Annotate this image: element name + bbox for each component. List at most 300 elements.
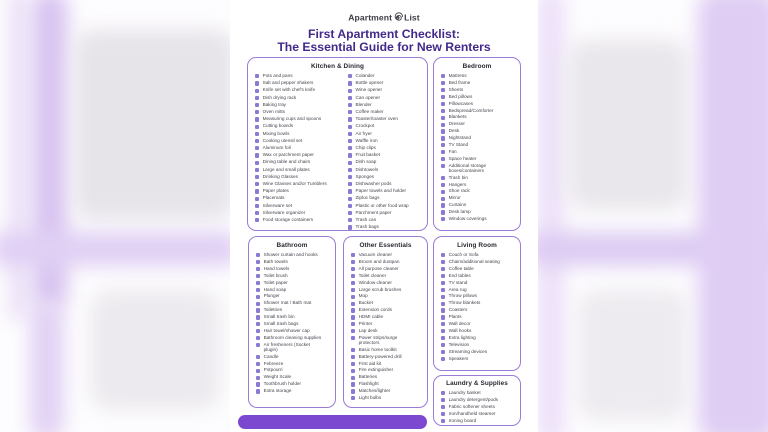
- checklist-item-label: Extension cords: [358, 307, 392, 313]
- checkbox-icon: [351, 369, 355, 373]
- checklist-item-label: Dish drying rack: [262, 94, 297, 100]
- checkbox-icon: [255, 110, 259, 114]
- checklist-item: [256, 362, 332, 367]
- checkbox-icon: [441, 183, 445, 187]
- checklist-item-label: Baking tray: [262, 101, 287, 107]
- checklist-column: [441, 391, 517, 426]
- checkbox-icon: [255, 161, 259, 165]
- checklist-item-label: Shoe rack: [448, 188, 470, 194]
- checklist-item-label: Bucket: [358, 300, 373, 306]
- checklist-item: [441, 129, 517, 134]
- checklist-item-label: Speakers: [448, 355, 469, 361]
- checklist-item-label: Nightstand: [448, 135, 471, 141]
- checklist-item-label: Flashlight: [358, 381, 379, 387]
- checklist-item: [441, 419, 517, 424]
- checklist-item-label: Mop: [358, 293, 368, 299]
- checklist-item: [441, 81, 517, 86]
- checkbox-icon: [255, 96, 259, 100]
- section-title: Living Room: [457, 242, 497, 249]
- checklist-item: [441, 115, 517, 120]
- checklist-item-label: Bottle opener: [355, 80, 384, 86]
- checklist-item: [255, 74, 348, 79]
- checklist-item-label: Light bulbs: [358, 395, 382, 401]
- checkbox-icon: [441, 164, 445, 168]
- checklist-item: [351, 288, 424, 293]
- checklist-item: [256, 336, 332, 341]
- checklist-item-label: Wine Glasses and/or Tumblers: [262, 181, 327, 187]
- checklist-item-label: Window cleaner: [358, 279, 392, 285]
- checkbox-icon: [351, 355, 355, 359]
- checkbox-icon: [441, 267, 445, 271]
- checkbox-icon: [441, 217, 445, 221]
- checkbox-icon: [351, 302, 355, 306]
- checkbox-icon: [348, 146, 352, 150]
- checklist-item: [441, 343, 517, 348]
- checklist-item: [348, 218, 424, 223]
- checklist-item-label: Streaming devices: [448, 348, 488, 354]
- checklist-item-label: Parchment paper: [355, 209, 392, 215]
- checklist-item-label: Coffee maker: [355, 109, 384, 115]
- checklist-item: [351, 274, 424, 279]
- checklist-item-label: All purpose cleaner: [358, 265, 399, 271]
- checklist-item: [351, 301, 424, 306]
- checkbox-icon: [256, 315, 260, 319]
- checklist-item: [441, 329, 517, 334]
- checklist-item-label: Toilet brush: [263, 272, 288, 278]
- checklist-item: [351, 336, 424, 346]
- checklist-item: [255, 88, 348, 93]
- checklist-item: [348, 196, 424, 201]
- checklist-item: [348, 110, 424, 115]
- checklist-item-label: Silverware organizer: [262, 209, 306, 215]
- checklist-item: [256, 368, 332, 373]
- blur-shape: [0, 232, 230, 266]
- checklist: [434, 249, 520, 364]
- checklist-item-label: Blender: [355, 101, 372, 107]
- checkbox-icon: [255, 125, 259, 129]
- checklist-item-label: Wall decor: [448, 321, 471, 327]
- checklist-item-label: Throw blankets: [448, 300, 481, 306]
- checklist-item: [256, 343, 332, 353]
- checkbox-icon: [441, 281, 445, 285]
- checkbox-icon: [348, 89, 352, 93]
- footer-bar: [238, 415, 427, 429]
- checklist-item-label: Chip clips: [355, 145, 376, 151]
- checklist-item-label: Ziploc bags: [355, 195, 380, 201]
- checklist-column: [441, 74, 517, 224]
- checklist-item: [441, 102, 517, 107]
- checklist-item: [441, 157, 517, 162]
- checkbox-icon: [441, 190, 445, 194]
- checklist-item: [348, 117, 424, 122]
- checklist-item: [256, 375, 332, 380]
- checklist-item-label: Batteries: [358, 374, 378, 380]
- checklist-item: [256, 329, 332, 334]
- checklist-item-label: Ironing board: [448, 417, 477, 423]
- checklist-item-label: Salt and pepper shakers: [262, 80, 314, 86]
- checkbox-icon: [441, 357, 445, 361]
- checklist-item-label: Paper plates: [262, 188, 289, 194]
- checklist-item: [351, 396, 424, 401]
- checklist-item-label: Toilet paper: [263, 279, 288, 285]
- section-kitchen-dining: [247, 57, 428, 231]
- checklist-item-label: Sponges: [355, 173, 375, 179]
- checklist-item-label: Large scrub brushes: [358, 286, 402, 292]
- checkbox-icon: [441, 419, 445, 423]
- checklist-item: [351, 362, 424, 367]
- checklist-item: [441, 322, 517, 327]
- checklist-item: [441, 405, 517, 410]
- checklist-item-label: Bedspread/Comforter: [448, 107, 494, 113]
- section-laundry-supplies: [433, 375, 521, 426]
- checkbox-icon: [348, 189, 352, 193]
- checkbox-icon: [441, 253, 445, 257]
- checklist-item-label: Plants: [448, 314, 462, 320]
- checklist-item-label: Hangers: [448, 181, 467, 187]
- checklist-item-label: Mixing bowls: [262, 130, 290, 136]
- checklist-item: [441, 308, 517, 313]
- checklist-item: [441, 281, 517, 286]
- checklist-item-label: Additional storage boxes/containers: [448, 162, 487, 173]
- checklist-item: [441, 315, 517, 320]
- checklist-item: [441, 109, 517, 114]
- checklist-item: [255, 96, 348, 101]
- checklist-item-label: Paper towels and holder: [355, 188, 407, 194]
- checkbox-icon: [441, 81, 445, 85]
- checklist-column: [351, 253, 424, 403]
- checkbox-icon: [441, 88, 445, 92]
- checkbox-icon: [348, 175, 352, 179]
- checklist-item: [441, 143, 517, 148]
- checklist-item-label: Toiletries: [263, 307, 283, 313]
- checkbox-icon: [255, 182, 259, 186]
- checklist-item: [351, 348, 424, 353]
- checklist-item-label: Fabric softener sheets: [448, 403, 495, 409]
- checkbox-icon: [256, 369, 260, 373]
- checklist-item-label: Curtains: [448, 202, 467, 208]
- checkbox-icon: [256, 274, 260, 278]
- checkbox-icon: [348, 117, 352, 121]
- checklist-item: [351, 329, 424, 334]
- checklist-item-label: Fire extinguisher: [358, 367, 394, 373]
- checklist-item-label: Hand soap: [263, 286, 287, 292]
- checkbox-icon: [256, 343, 260, 347]
- checklist-item: [255, 168, 348, 173]
- checkbox-icon: [256, 253, 260, 257]
- checklist-item-label: Febreeze: [263, 360, 284, 366]
- checklist-item: [441, 74, 517, 79]
- checklist-item-label: Bath towels: [263, 258, 288, 264]
- checklist-item-label: Dining table and chairs: [262, 159, 311, 165]
- checklist-item: [351, 375, 424, 380]
- section-title: Kitchen & Dining: [310, 63, 365, 70]
- checklist-item-label: Wax or parchment paper: [262, 152, 314, 158]
- checklist-item-label: Air fryer: [355, 130, 372, 136]
- checkbox-icon: [351, 260, 355, 264]
- checkbox-icon: [441, 308, 445, 312]
- checklist-item-label: Can opener: [355, 94, 381, 100]
- checklist-item: [256, 301, 332, 306]
- checkbox-icon: [351, 288, 355, 292]
- checklist-item-label: First aid kit: [358, 360, 382, 366]
- checklist-item: [351, 253, 424, 258]
- checklist-item-label: Couch or Sofa: [448, 252, 479, 257]
- checklist-item-label: Desk lamp: [448, 209, 471, 215]
- checklist-item-label: Television: [448, 341, 470, 347]
- section-living-room: [433, 236, 521, 371]
- checklist-item-label: Shower curtain and hooks: [263, 252, 318, 257]
- checkbox-icon: [351, 281, 355, 285]
- checklist-item: [348, 81, 424, 86]
- section-other-essentials: [343, 236, 428, 408]
- checklist-item-label: Plunger: [263, 293, 280, 299]
- checklist-item: [351, 294, 424, 299]
- checkbox-icon: [351, 267, 355, 271]
- checkbox-icon: [441, 176, 445, 180]
- checkbox-icon: [351, 348, 355, 352]
- checklist-item: [256, 274, 332, 279]
- checklist-item: [441, 288, 517, 293]
- checklist-item: [441, 274, 517, 279]
- checklist-item-label: Aluminum foil: [262, 145, 291, 151]
- checklist-item-label: Battery-powered drill: [358, 353, 402, 359]
- checkbox-icon: [256, 302, 260, 306]
- checkbox-icon: [255, 218, 259, 222]
- checklist-item: [255, 110, 348, 115]
- checklist: [434, 387, 520, 426]
- checkbox-icon: [441, 150, 445, 154]
- checklist-item-label: HDMI cable: [358, 314, 384, 320]
- checkbox-icon: [351, 362, 355, 366]
- checkbox-icon: [348, 81, 352, 85]
- checklist-item-label: Measuring cups and spoons: [262, 116, 322, 122]
- checklist-item-label: Printer: [358, 321, 373, 327]
- checklist-item-label: Large and small plates: [262, 166, 310, 172]
- checklist-column: [441, 253, 517, 364]
- checkbox-icon: [348, 204, 352, 208]
- checkbox-icon: [348, 161, 352, 165]
- checkbox-icon: [351, 376, 355, 380]
- checklist-item-label: TV stand: [448, 279, 468, 285]
- checklist-item: [441, 203, 517, 208]
- checklist-item-label: TV Stand: [448, 142, 469, 148]
- checklist-item-label: Laundry basket: [448, 390, 481, 395]
- checklist-item-label: Wine opener: [355, 87, 383, 93]
- blur-shape: [10, 0, 26, 320]
- checklist-column: [255, 74, 348, 231]
- checklist-item-label: Oven mitts: [262, 109, 285, 115]
- checkbox-icon: [441, 315, 445, 319]
- checklist-item-label: Weight Scale: [263, 374, 292, 380]
- checkbox-icon: [441, 143, 445, 147]
- checklist-item: [256, 267, 332, 272]
- checkbox-icon: [441, 405, 445, 409]
- checklist-item: [441, 301, 517, 306]
- checkbox-icon: [348, 211, 352, 215]
- checklist-item: [256, 382, 332, 387]
- checkbox-icon: [348, 132, 352, 136]
- checklist-item: [348, 153, 424, 158]
- checklist-item-label: Hand towels: [263, 265, 290, 271]
- checkbox-icon: [441, 322, 445, 326]
- checkbox-icon: [255, 204, 259, 208]
- checklist-item: [441, 217, 517, 222]
- checkbox-icon: [348, 225, 352, 229]
- checklist-item: [255, 132, 348, 137]
- checklist-item-label: Cooking utensil set: [262, 137, 303, 143]
- blurred-background-left: [0, 0, 230, 432]
- checklist-item: [441, 357, 517, 362]
- checklist-item-label: Extra storage: [263, 388, 292, 394]
- checklist-item: [256, 355, 332, 360]
- checkbox-icon: [348, 197, 352, 201]
- checklist-item-label: Crockpot: [355, 123, 375, 129]
- checkbox-icon: [351, 295, 355, 299]
- checklist: [249, 249, 335, 396]
- checkbox-icon: [441, 95, 445, 99]
- checklist-item: [351, 260, 424, 265]
- checklist-item-label: Dishwasher pods: [355, 181, 392, 187]
- checkbox-icon: [348, 153, 352, 157]
- checklist-item-label: Sheets: [448, 86, 464, 92]
- blur-shape: [538, 0, 564, 432]
- checklist-item: [441, 253, 517, 258]
- checkbox-icon: [256, 376, 260, 380]
- checklist-item: [255, 160, 348, 165]
- checkbox-icon: [351, 336, 355, 340]
- checklist-item-label: Blankets: [448, 114, 467, 120]
- checklist-item: [441, 260, 517, 265]
- checklist-item-label: Power strips/surge protectors: [358, 334, 398, 345]
- checkbox-icon: [255, 81, 259, 85]
- checkbox-icon: [441, 210, 445, 214]
- checklist-item-label: Lap desk: [358, 327, 378, 333]
- checklist-item-label: Small trash bags: [263, 321, 299, 327]
- checkbox-icon: [348, 96, 352, 100]
- checklist-item: [256, 260, 332, 265]
- checklist-item: [255, 218, 348, 223]
- checklist-item: [351, 368, 424, 373]
- checkbox-icon: [255, 103, 259, 107]
- checklist-item: [441, 164, 517, 174]
- checklist-item: [348, 88, 424, 93]
- checkbox-icon: [441, 74, 445, 78]
- checklist-item: [255, 204, 348, 209]
- section-bedroom: [433, 57, 521, 231]
- checkbox-icon: [351, 389, 355, 393]
- checkbox-icon: [441, 260, 445, 264]
- section-title: Bedroom: [462, 63, 492, 70]
- checkbox-icon: [256, 389, 260, 393]
- checklist-item: [441, 196, 517, 201]
- checklist-item: [441, 294, 517, 299]
- checkbox-icon: [348, 218, 352, 222]
- checkbox-icon: [348, 182, 352, 186]
- checklist-item: [348, 160, 424, 165]
- checklist-item-label: Bathroom cleaning supplies: [263, 334, 322, 340]
- checklist-item: [256, 389, 332, 394]
- checklist-item: [348, 189, 424, 194]
- checklist-item-label: Bed pillows: [448, 93, 473, 99]
- checklist-item: [256, 281, 332, 286]
- checklist-item: [256, 288, 332, 293]
- checklist-item-label: Food storage containers: [262, 217, 314, 223]
- blur-shape: [74, 30, 230, 220]
- page-title: [230, 28, 538, 54]
- checkbox-icon: [255, 139, 259, 143]
- checklist-item: [351, 322, 424, 327]
- checkbox-icon: [256, 382, 260, 386]
- checkbox-icon: [255, 211, 259, 215]
- checklist-item: [348, 211, 424, 216]
- checklist-item-label: Mattress: [448, 73, 467, 78]
- checkbox-icon: [351, 315, 355, 319]
- checklist-item-label: Toothbrush holder: [263, 381, 302, 387]
- checkbox-icon: [255, 189, 259, 193]
- checklist-item-label: Drinking Glasses: [262, 173, 299, 179]
- brand-logo: [230, 12, 538, 24]
- blurred-background-right: [538, 0, 768, 432]
- checklist-item: [255, 81, 348, 86]
- checklist-item-label: Coasters: [448, 307, 468, 313]
- checklist-item: [348, 139, 424, 144]
- blur-shape: [578, 290, 688, 420]
- checklist-item: [255, 196, 348, 201]
- checkbox-icon: [255, 175, 259, 179]
- checklist-item-label: Extra lighting: [448, 334, 476, 340]
- section-title: Bathroom: [276, 242, 308, 249]
- checkbox-icon: [255, 168, 259, 172]
- checklist-item: [255, 175, 348, 180]
- checkbox-icon: [441, 136, 445, 140]
- checklist-item-label: Candle: [263, 353, 279, 359]
- checklist-item: [351, 315, 424, 320]
- checkbox-icon: [256, 267, 260, 271]
- checklist-item: [441, 412, 517, 417]
- checklist-column: [348, 74, 424, 231]
- checkbox-icon: [255, 117, 259, 121]
- checkbox-icon: [441, 197, 445, 201]
- checklist-item: [348, 146, 424, 151]
- checklist-item: [348, 168, 424, 173]
- checklist-item-label: Toaster/toaster oven: [355, 116, 398, 122]
- checkbox-icon: [351, 382, 355, 386]
- blur-shape: [698, 0, 768, 432]
- checkbox-icon: [256, 308, 260, 312]
- checkbox-icon: [255, 132, 259, 136]
- checkbox-icon: [348, 74, 352, 78]
- blur-shape: [568, 40, 688, 210]
- checklist-item-label: Wall hooks: [448, 327, 472, 333]
- checklist-item: [255, 103, 348, 108]
- checkbox-icon: [441, 343, 445, 347]
- checklist-item: [441, 391, 517, 396]
- checklist-item: [351, 281, 424, 286]
- apartment-list-spiral-logo-icon: [393, 12, 403, 24]
- checklist-item-label: Space heater: [448, 155, 477, 161]
- checkbox-icon: [441, 350, 445, 354]
- checkbox-icon: [441, 116, 445, 120]
- checklist-item: [441, 210, 517, 215]
- checklist-item: [441, 336, 517, 341]
- checkbox-icon: [441, 329, 445, 333]
- checklist-item: [255, 139, 348, 144]
- checklist-item-label: Waffle iron: [355, 137, 378, 143]
- checkbox-icon: [256, 355, 260, 359]
- checklist-item: [255, 189, 348, 194]
- checklist-item: [351, 355, 424, 360]
- checkbox-icon: [348, 103, 352, 107]
